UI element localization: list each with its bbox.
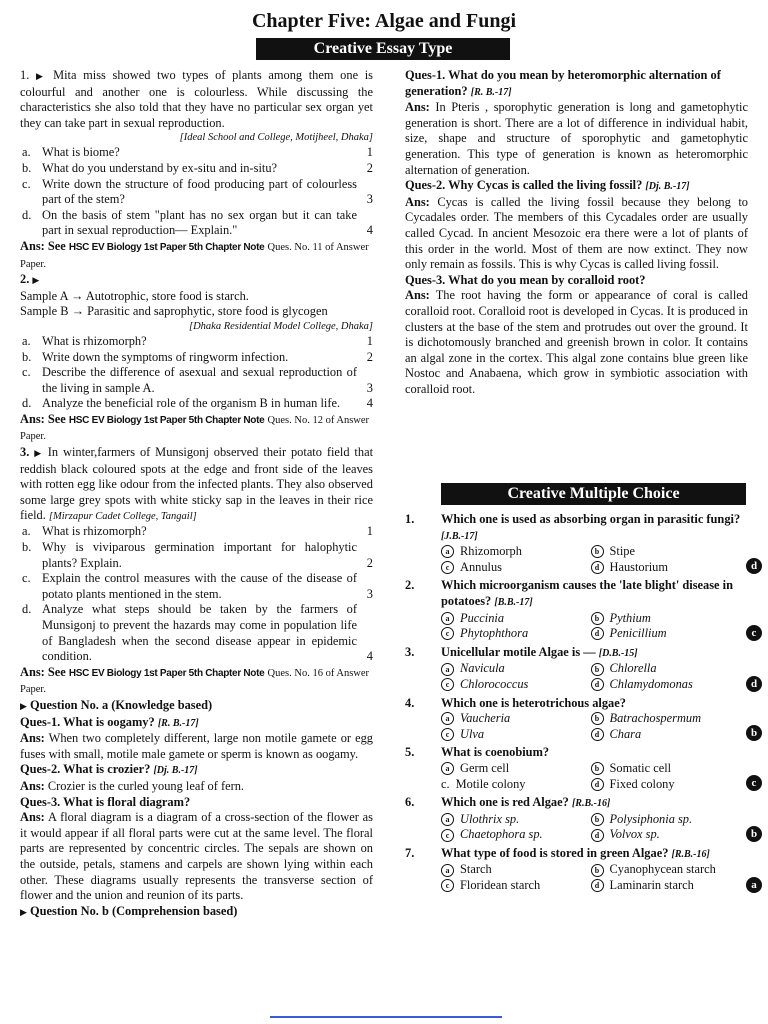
q2-stem: [20, 272, 373, 289]
answer-mark: b: [746, 826, 762, 842]
answer-mark: a: [746, 877, 762, 893]
sub-question: [20, 396, 373, 412]
mcq-question-text: Which one is red Algae?: [441, 795, 569, 810]
mcq-number: 5.: [405, 745, 415, 760]
mcq-board-tag: [R.B.-16]: [671, 848, 710, 860]
qa-answer-text: A floral diagram is a diagram of a cross-section of the flower as it would appear if all floral parts were cut at the same level. The floral parts are represented by concentric circles. The sepals are shown on the outside, petals, stamens and carpels are shown lying within each other. These diagrams usually represents the transverse section of flower and the union and reunion of its parts.: [20, 810, 373, 903]
mcq-question-text: Which microorganism causes the 'late blight' disease in potatoes?: [441, 578, 733, 608]
sub-question-mark: 3: [366, 586, 373, 601]
mcq-question: [441, 846, 762, 863]
qa-board-tag: [Dj. B.-17]: [153, 765, 198, 777]
option-text: Stipe: [609, 544, 635, 559]
mcq-board-tag: [R.B.-16]: [571, 798, 611, 810]
option-letter-circle: a: [441, 545, 454, 558]
option-letter: c.: [441, 776, 450, 791]
section-heading-mcq: Creative Multiple Choice: [441, 483, 746, 505]
q3-answer-ref: [20, 665, 373, 698]
mcq-option: [591, 878, 741, 894]
mcq-option: [591, 560, 741, 576]
sub-question-mark: 4: [366, 649, 373, 664]
answer-mark: b: [746, 725, 762, 741]
q1-number: 1.: [20, 68, 36, 82]
q3-items: [20, 524, 373, 664]
sub-question-label: d.: [22, 207, 32, 222]
mcq-question: [441, 578, 762, 610]
option-letter-circle: a: [441, 712, 454, 725]
answer-mark: c: [746, 775, 762, 791]
sub-question-text: What is biome?: [42, 145, 120, 160]
qa-answer: [405, 288, 748, 397]
sub-question: [20, 177, 373, 208]
qa-board-tag: [Dj. B.-17]: [645, 181, 690, 193]
option-text: Polysiphonia sp.: [609, 811, 693, 826]
qa-answer-label: Ans:: [20, 778, 45, 793]
option-letter-circle: b: [591, 813, 604, 826]
mcq-option: [591, 711, 741, 727]
mcq-option: [591, 812, 741, 828]
mcq-option: [441, 761, 591, 777]
option-letter-circle: c: [441, 829, 454, 842]
sub-question-label: b.: [22, 160, 32, 175]
mcq-question-text: What type of food is stored in green Algae?: [441, 845, 669, 860]
mcq-options: [441, 760, 757, 792]
q2-items: [20, 334, 373, 412]
mcq-item: [405, 795, 762, 843]
option-text: Annulus: [460, 559, 502, 574]
option-letter-circle: d: [591, 728, 604, 741]
mcq-option: [441, 777, 591, 793]
option-letter-circle: b: [591, 663, 604, 676]
option-text: Rhizomorph: [460, 544, 522, 559]
comprehension-qa-list: [405, 68, 748, 397]
option-letter-circle: b: [591, 712, 604, 725]
knowledge-qa-list: [20, 715, 373, 904]
option-text: Starch: [460, 862, 492, 877]
sub-question-text: Analyze what steps should be taken by the farmers of Munsigonj to prevent the hazards may come in population life of Bangladesh when the second disease appear in epidemic condition.: [42, 602, 357, 664]
sub-question-mark: 2: [366, 160, 373, 175]
q2-number: 2.: [20, 272, 33, 287]
mcq-question-text: Which one is used as absorbing organ in parasitic fungi?: [441, 512, 741, 526]
sub-question-label: a.: [22, 333, 31, 348]
qa-answer-text: Crozier is the curled young leaf of fern.: [44, 778, 245, 793]
option-letter-circle: b: [591, 612, 604, 625]
option-text: Pythium: [609, 610, 651, 625]
option-text: Chaetophora sp.: [460, 827, 543, 842]
option-letter-circle: a: [441, 813, 454, 826]
qa-answer-label: Ans:: [20, 731, 45, 746]
answer-mark: d: [746, 676, 762, 692]
mcq-option: [441, 626, 591, 642]
option-letter-circle: c: [441, 561, 454, 574]
right-column: [405, 68, 748, 397]
qa-answer-label: Ans:: [405, 194, 430, 209]
option-text: Motile colony: [455, 776, 526, 791]
option-letter-circle: c: [441, 879, 454, 892]
sub-question-mark: 1: [366, 145, 373, 160]
sub-question: [20, 365, 373, 396]
sub-question-text: What is rhizomorph?: [42, 524, 147, 539]
option-text: Fixed colony: [609, 776, 675, 791]
q2-answer-ref: [20, 412, 373, 445]
mcq-question: [441, 795, 762, 812]
mcq-board-tag: [J.B.-17]: [441, 530, 478, 542]
mcq-item: [405, 578, 762, 641]
q3-source: [Mirzapur Cadet College, Tangail]: [48, 511, 197, 523]
qa-question-text: Ques-3. What do you mean by coralloid root?: [405, 272, 646, 287]
mcq-option: [591, 777, 741, 793]
ref-note: HSC EV Biology 1st Paper 5th Chapter Note: [68, 667, 265, 679]
mcq-option: [441, 677, 591, 693]
qa-answer-text: Cycas is called the living fossil because they belong to Cycadales order. The members of this Cycadales order are usually called Cycad. In ancient Mesozoic era there were a lot of plants of this order in the world. Most of them are now extinct. They now only remain as fossils. This is why Cycas is called living fossil.: [405, 194, 748, 272]
qa-question: [405, 273, 748, 289]
mcq-number: 1.: [405, 512, 415, 526]
mcq-option: [441, 812, 591, 828]
qa-answer-text: The root having the form or appearance of coral is called coralloid root. Coralloid root is developed in Cycas. It is produced in clusters at the base of the stem and protrudes out over the ground. It is dichotomously branched and greenish brown in color. It contains an algal zone in the cortex. This algal zone contains blue green like Nostoc and Anabaena, which grow in symbiotic association with coralloid root.: [405, 288, 748, 396]
sub-question-label: c.: [22, 571, 31, 586]
sub-question: [20, 208, 373, 239]
mcq-question-text: What is coenobium?: [441, 745, 550, 760]
q1-text: Mita miss showed two types of plants among them one is colourful and another one is colourless. While discussing the characteristics she also told that they have no particular sex organ yet they can take part in sexual reproduction.: [20, 68, 373, 130]
option-text: Vaucheria: [460, 711, 511, 726]
mcq-container: [405, 512, 762, 894]
mcq-option: [591, 661, 741, 677]
sub-question-text: Explain the control measures with the cause of the disease of potato plants mentioned in the stem.: [42, 571, 357, 601]
sub-question: [20, 145, 373, 161]
mcq-item: [405, 512, 762, 575]
heading-question-a-text: Question No. a (Knowledge based): [30, 697, 213, 712]
option-text: Ulothrix sp.: [460, 811, 520, 826]
option-text: Chlamydomonas: [609, 676, 693, 691]
sub-question-text: On the basis of stem "plant has no sex organ but it can take part in sexual reproduction— Explain.": [42, 207, 357, 238]
sub-question-label: d.: [22, 396, 32, 411]
mcq-item: [405, 745, 762, 792]
option-text: Ulva: [460, 726, 485, 741]
mcq-question: [441, 645, 762, 662]
q1-items: [20, 145, 373, 239]
sub-question: [20, 602, 373, 664]
mcq-option: [441, 862, 591, 878]
sub-question: [20, 524, 373, 540]
mcq-option: [591, 611, 741, 627]
mcq-option: [441, 827, 591, 843]
sub-question: [20, 161, 373, 177]
option-text: Chlorococcus: [460, 676, 529, 691]
mcq-option: [441, 727, 591, 743]
q3-stem: [20, 445, 373, 524]
q1-source: [Ideal School and College, Motijheel, Dhaka]: [179, 132, 373, 144]
sub-question-mark: 4: [366, 223, 373, 238]
option-text: Cyanophycean starch: [609, 862, 716, 877]
mcq-options: [441, 661, 758, 692]
qa-question-text: Ques-1. What do you mean by heteromorphic alternation of generation?: [405, 68, 721, 98]
qa-question: [20, 715, 373, 732]
sub-question-text: What do you understand by ex-situ and in-situ?: [42, 160, 278, 175]
pointer-icon: ▶: [20, 700, 27, 711]
option-text: Haustorium: [609, 559, 669, 574]
sub-question: [20, 334, 373, 350]
option-text: Floridean starch: [460, 878, 541, 893]
option-letter-circle: a: [441, 612, 454, 625]
section-heading-essay: Creative Essay Type: [256, 38, 510, 60]
sub-question-mark: 3: [366, 192, 373, 207]
pointer-icon: ▶: [35, 71, 47, 81]
option-letter-circle: a: [441, 864, 454, 877]
option-letter-circle: b: [591, 762, 604, 775]
sub-question: [20, 350, 373, 366]
option-text: Penicillium: [609, 626, 667, 641]
heading-question-b: [20, 904, 373, 921]
mcq-list: [405, 509, 762, 894]
sub-question-text: Describe the difference of asexual and sexual reproduction of the living in sample A.: [42, 365, 357, 395]
option-text: Batrachospermum: [609, 711, 702, 726]
mcq-option: [441, 878, 591, 894]
answer-mark: d: [746, 558, 762, 574]
mcq-board-tag: [B.B.-17]: [494, 596, 533, 608]
mcq-question-text: Unicellular motile Algae is —: [441, 644, 596, 659]
ref-question: Ques. No. 11 of Answer Paper.: [20, 241, 369, 270]
mcq-option: [441, 711, 591, 727]
mcq-option: [591, 727, 741, 743]
option-letter-circle: d: [591, 561, 604, 574]
option-letter-circle: c: [441, 678, 454, 691]
sub-question-mark: 4: [366, 396, 373, 411]
option-text: Chara: [609, 726, 642, 741]
mcq-option: [441, 661, 591, 677]
mcq-question: [441, 512, 762, 544]
mcq-option: [441, 611, 591, 627]
option-text: Puccinia: [460, 610, 505, 625]
pointer-icon: ▶: [32, 275, 40, 286]
qa-question: [405, 68, 748, 100]
mcq-question: [441, 745, 762, 761]
q3-number: 3.: [20, 445, 35, 460]
qa-answer: [405, 100, 748, 178]
mcq-number: 6.: [405, 795, 415, 810]
option-letter-circle: c: [441, 627, 454, 640]
qa-question-text: Ques-2. Why Cycas is called the living fossil?: [405, 178, 643, 193]
sub-question-mark: 2: [366, 555, 373, 570]
ref-note: HSC EV Biology 1st Paper 5th Chapter Note: [68, 241, 265, 253]
mcq-option: [441, 544, 591, 560]
sub-question-text: Analyze the beneficial role of the organism B in human life.: [42, 396, 341, 411]
mcq-number: 4.: [405, 695, 415, 710]
mcq-option: [591, 544, 741, 560]
answer-mark: c: [746, 625, 762, 641]
option-letter-circle: b: [591, 864, 604, 877]
qa-question-text: Ques-2. What is crozier?: [20, 762, 151, 777]
sub-question-mark: 1: [366, 333, 373, 348]
option-text: Chlorella: [609, 661, 657, 676]
ans-label: Ans: See: [20, 411, 66, 426]
q1-answer-ref: [20, 239, 373, 272]
qa-question-text: Ques-3. What is floral diagram?: [20, 794, 191, 809]
option-letter-circle: d: [591, 778, 604, 791]
option-letter-circle: d: [591, 678, 604, 691]
mcq-option: [591, 761, 741, 777]
mcq-options: [441, 862, 757, 893]
ref-question: Ques. No. 12 of Answer Paper.: [20, 414, 370, 443]
mcq-option: [441, 560, 591, 576]
sub-question-mark: 1: [366, 524, 373, 539]
option-text: Volvox sp.: [609, 827, 660, 842]
mcq-options: [441, 811, 758, 843]
sub-question-label: a.: [22, 524, 31, 539]
sub-question-text: Write down the structure of food producing part of colourless part of the stem?: [42, 176, 357, 207]
mcq-board-tag: [D.B.-15]: [598, 647, 638, 659]
option-letter-circle: d: [591, 879, 604, 892]
sub-question-label: d.: [22, 602, 32, 617]
mcq-options: [441, 544, 758, 575]
option-letter-circle: c: [441, 728, 454, 741]
mcq-options: [441, 711, 758, 742]
sub-question-label: c.: [22, 176, 31, 191]
qa-answer: [20, 731, 373, 762]
footer-link-line: [270, 1016, 502, 1018]
qa-question: [20, 795, 373, 811]
q1-stem: [20, 68, 373, 131]
mcq-item: [405, 645, 762, 693]
option-text: Somatic cell: [609, 760, 672, 775]
mcq-number: 3.: [405, 644, 415, 659]
pointer-icon: ▶: [34, 448, 43, 459]
sub-question: [20, 540, 373, 571]
mcq-item: [405, 696, 762, 743]
mcq-option: [591, 862, 741, 878]
left-column: [20, 68, 373, 920]
mcq-option: [591, 626, 741, 642]
mcq-question: [441, 696, 762, 712]
option-letter-circle: a: [441, 663, 454, 676]
ref-note: HSC EV Biology 1st Paper 5th Chapter Note: [68, 414, 265, 426]
qa-answer-label: Ans:: [20, 810, 45, 825]
q2-sample-b: Sample B → Parasitic and saprophytic, store food is glycogen: [20, 304, 328, 319]
sub-question-mark: 2: [366, 349, 373, 364]
sub-question-text: Why is viviparous germination important for halophytic plants? Explain.: [42, 540, 357, 570]
sub-question-label: b.: [22, 540, 32, 555]
sub-question-label: c.: [22, 365, 31, 380]
mcq-option: [591, 827, 741, 843]
option-text: Phytophthora: [460, 626, 529, 641]
q2-source: [Dhaka Residential Model College, Dhaka]: [188, 320, 373, 332]
heading-question-b-text: Question No. b (Comprehension based): [30, 903, 238, 918]
mcq-number: 2.: [405, 578, 415, 593]
option-text: Laminarin starch: [609, 878, 694, 893]
qa-answer: [405, 195, 748, 273]
heading-question-a: [20, 698, 373, 715]
sub-question: [20, 571, 373, 602]
qa-question-text: Ques-1. What is oogamy?: [20, 714, 155, 729]
qa-question: [405, 178, 748, 195]
ans-label: Ans: See: [20, 664, 66, 679]
ans-label: Ans: See: [20, 238, 66, 253]
qa-board-tag: [R. B.-17]: [470, 86, 512, 98]
ref-question: Ques. No. 16 of Answer Paper.: [20, 667, 370, 696]
qa-answer: [20, 810, 373, 904]
sub-question-text: What is rhizomorph?: [42, 333, 147, 348]
mcq-question-text: Which one is heterotrichous algae?: [441, 695, 626, 710]
sub-question-label: b.: [22, 349, 32, 364]
option-letter-circle: d: [591, 627, 604, 640]
option-text: Navicula: [460, 661, 505, 676]
option-letter-circle: d: [591, 829, 604, 842]
option-letter-circle: b: [591, 545, 604, 558]
mcq-number: 7.: [405, 845, 415, 860]
chapter-title: Chapter Five: Algae and Fungi: [251, 10, 517, 32]
option-text: Germ cell: [460, 760, 510, 775]
qa-answer-text: When two completely different, large non motile gamete or egg fuses with small, motile male gamete or sperm is known as oogamy.: [20, 731, 373, 761]
mcq-item: [405, 846, 762, 894]
qa-question: [20, 762, 373, 779]
pointer-icon: ▶: [20, 906, 27, 917]
qa-board-tag: [R. B.-17]: [157, 717, 199, 729]
q2-sample-a: Sample A → Autotrophic, store food is starch.: [20, 288, 249, 303]
qa-answer-label: Ans:: [405, 100, 430, 115]
sub-question-label: a.: [22, 145, 31, 160]
sub-question-text: Write down the symptoms of ringworm infection.: [42, 349, 289, 364]
qa-answer: [20, 779, 373, 795]
mcq-option: [591, 677, 741, 693]
mcq-options: [441, 610, 757, 642]
qa-answer-label: Ans:: [405, 288, 430, 303]
q3-text: In winter,farmers of Munsigonj observed their potato field that reddish black coloured spots at the edge and front side of the leaves with rotten egg like odour from the infected plants. They also observed some large grey spots with white sticky sap in the leaves in their rice field.: [20, 445, 374, 523]
sub-question-mark: 3: [366, 380, 373, 395]
option-letter-circle: a: [441, 762, 454, 775]
qa-answer-text: In Pteris , sporophytic generation is long and gametophytic generation is short. There are a lot of difference in individual habit, size, shape and structure of sporophytic and gametophytic generation. This type of generation is known as heteromorphic alternation of generation.: [405, 100, 748, 177]
